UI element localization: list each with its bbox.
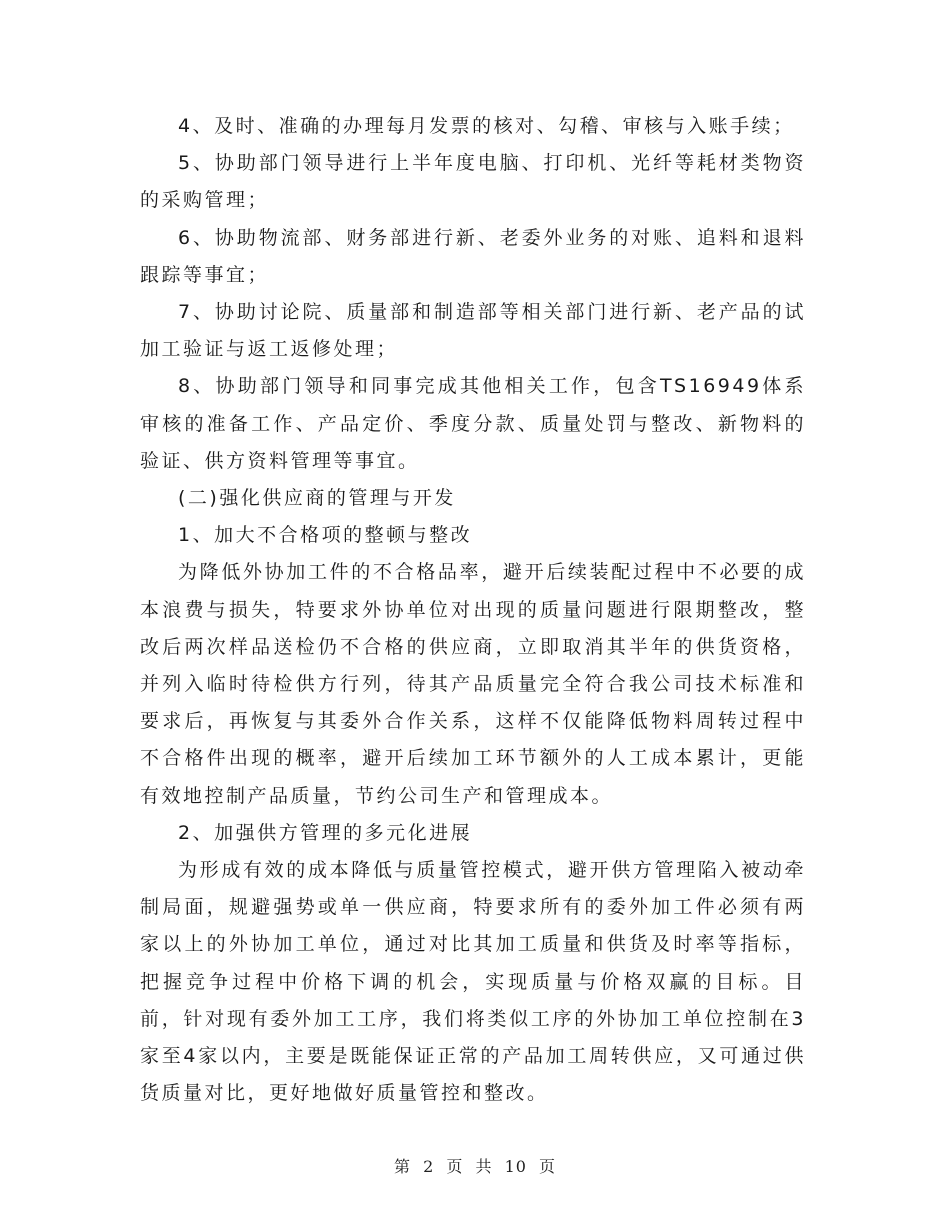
list-item-7: 7、协助讨论院、质量部和制造部等相关部门进行新、老产品的试加工验证与返工返修处理； <box>140 301 806 361</box>
page-label-prefix: 第 <box>393 1157 411 1176</box>
total-pages-number: 10 <box>504 1157 527 1176</box>
body-paragraph-1: 为降低外协加工件的不合格品率，避开后续装配过程中不必要的成本浪费与损失，特要求外协单位对出现的质量问题进行限期整改，整改后两次样品送检仍不合格的供应商，立即取消其半年的供货资格，并列入临时待检供方行列，待其产品质量完全符合我公司技术标准和要求后，再恢复与其委外合作关系，这样不仅能降低物料周转过程中不合格件出现的概率，避开后续加工环节额外的人工成本累计，更能有效地控制产品质量，节约公司生产和管理成本。 <box>140 561 806 807</box>
total-label-prefix: 共 <box>475 1157 493 1176</box>
page-number-footer <box>0 1154 950 1177</box>
body-paragraph-2: 为形成有效的成本降低与质量管控模式，避开供方管理陷入被动牵制局面，规避强势或单一供应商，特要求所有的委外加工件必须有两家以上的外协加工单位，通过对比其加工质量和供货及时率等指标，把握竞争过程中价格下调的机会，实现质量与价格双赢的目标。目前，针对现有委外加工工序，我们将类似工序的外协加工单位控制在3家至4家以内，主要是既能保证正常的产品加工周转供应，又可通过供货质量对比，更好地做好质量管控和整改。 <box>140 859 806 1105</box>
list-item-6: 6、协助物流部、财务部进行新、老委外业务的对账、追料和退料跟踪等事宜； <box>140 226 806 286</box>
document-body <box>140 108 806 1112</box>
page-label-suffix: 页 <box>539 1157 557 1176</box>
list-item-5: 5、协助部门领导进行上半年度电脑、打印机、光纤等耗材类物资的采购管理； <box>140 152 806 212</box>
list-item-4: 4、及时、准确的办理每月发票的核对、勾稽、审核与入账手续； <box>178 115 795 137</box>
list-item-8: 8、协助部门领导和同事完成其他相关工作，包含TS16949体系审核的准备工作、产品定价、季度分款、质量处罚与整改、新物料的验证、供方资料管理等事宜。 <box>140 375 806 472</box>
page-label-mid: 页 <box>446 1157 464 1176</box>
section-heading: (二)强化供应商的管理与开发 <box>178 487 456 510</box>
current-page-number: 2 <box>423 1157 435 1176</box>
subsection-heading-2: 2、加强供方管理的多元化进展 <box>178 821 473 844</box>
subsection-heading-1: 1、加大不合格项的整顿与整改 <box>178 524 473 547</box>
